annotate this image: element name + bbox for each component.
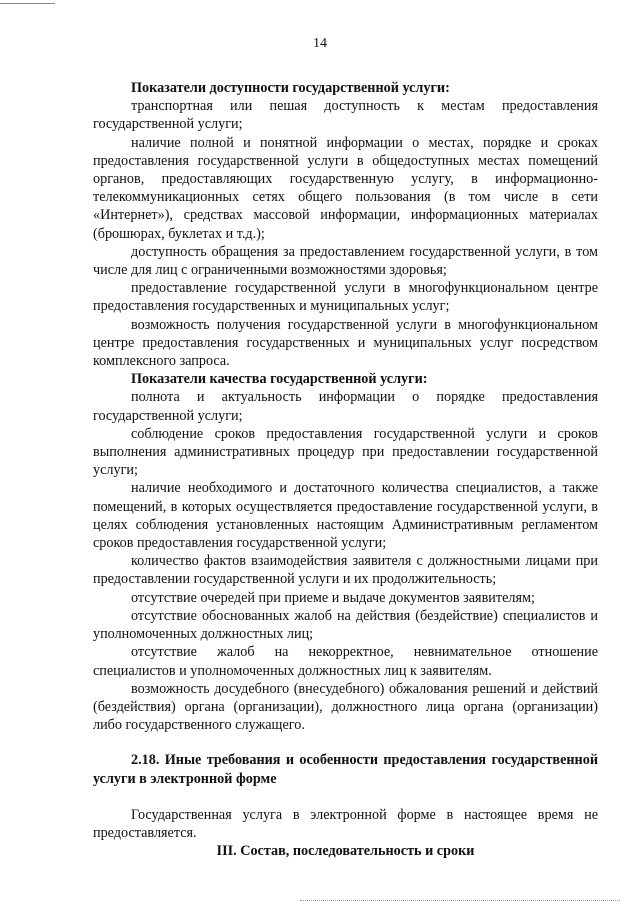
document-body — [93, 79, 598, 860]
paragraph: отсутствие жалоб на некорректное, невнимательное отношение специалистов и уполномоченных должностных лиц к заявителям. — [93, 644, 598, 679]
bottom-edge-marks — [300, 900, 620, 904]
paragraph: возможность получения государственной услуги в многофункциональном центре предоставления государственных и муниципальных услуг посредством комплексного запроса. — [93, 316, 598, 370]
paragraph: соблюдение сроков предоставления государственной услуги и сроков выполнения административных процедур при предоставлении государственной услуги; — [93, 425, 598, 479]
paragraph: возможность досудебного (внесудебного) обжалования решений и действий (бездействия) органа (организации), должностного лица органа (организации) либо государственного служащего. — [93, 680, 598, 734]
quality-indicators-heading: Показатели качества государственной услуги: — [131, 371, 428, 388]
paragraph: транспортная или пешая доступность к местам предоставления государственной услуги; — [93, 98, 598, 133]
paragraph: отсутствие очередей при приеме и выдаче документов заявителям; — [131, 589, 535, 606]
paragraph: отсутствие обоснованных жалоб на действия (бездействие) специалистов и уполномоченных должностных лиц; — [93, 607, 598, 643]
page-number: 14 — [313, 36, 327, 51]
section-2-18-title: 2.18. Иные требования и особенности предоставления государственной услуги в электронной форме — [93, 752, 598, 787]
paragraph: количество фактов взаимодействия заявителя с должностными лицами при предоставлении государственной услуги и их продолжительность; — [93, 553, 598, 588]
top-rule — [0, 3, 55, 4]
section-3-title: III. Состав, последовательность и сроки — [216, 843, 475, 860]
paragraph: полнота и актуальность информации о порядке предоставления государственной услуги; — [93, 389, 598, 424]
paragraph: предоставление государственной услуги в многофункциональном центре предоставления государственных и муниципальных услуг; — [93, 280, 598, 315]
section-2-18-text: Государственная услуга в электронной форме в настоящее время не предоставляется. — [93, 806, 598, 841]
paragraph: наличие полной и понятной информации о местах, порядке и сроках предоставления государственной услуги в общедоступных местах помещений органов, предоставляющих государственную услугу, в информационно-телекоммуникационных сетях общего пользования (в том числе в сети «Интернет»), средствах массовой информации, информационных материалах (брошюрах, буклетах и т.д.); — [93, 134, 598, 242]
paragraph: наличие необходимого и достаточного количества специалистов, а также помещений, в которых осуществляется предоставление государственной услуги, в целях соблюдения установленных настоящим Административным регламентом сроков предоставления государственной услуги; — [93, 480, 598, 552]
access-indicators-heading: Показатели доступности государственной услуги: — [131, 80, 450, 96]
paragraph: доступность обращения за предоставлением государственной услуги, в том числе для лиц с ограниченными возможностями здоровья; — [93, 243, 598, 279]
